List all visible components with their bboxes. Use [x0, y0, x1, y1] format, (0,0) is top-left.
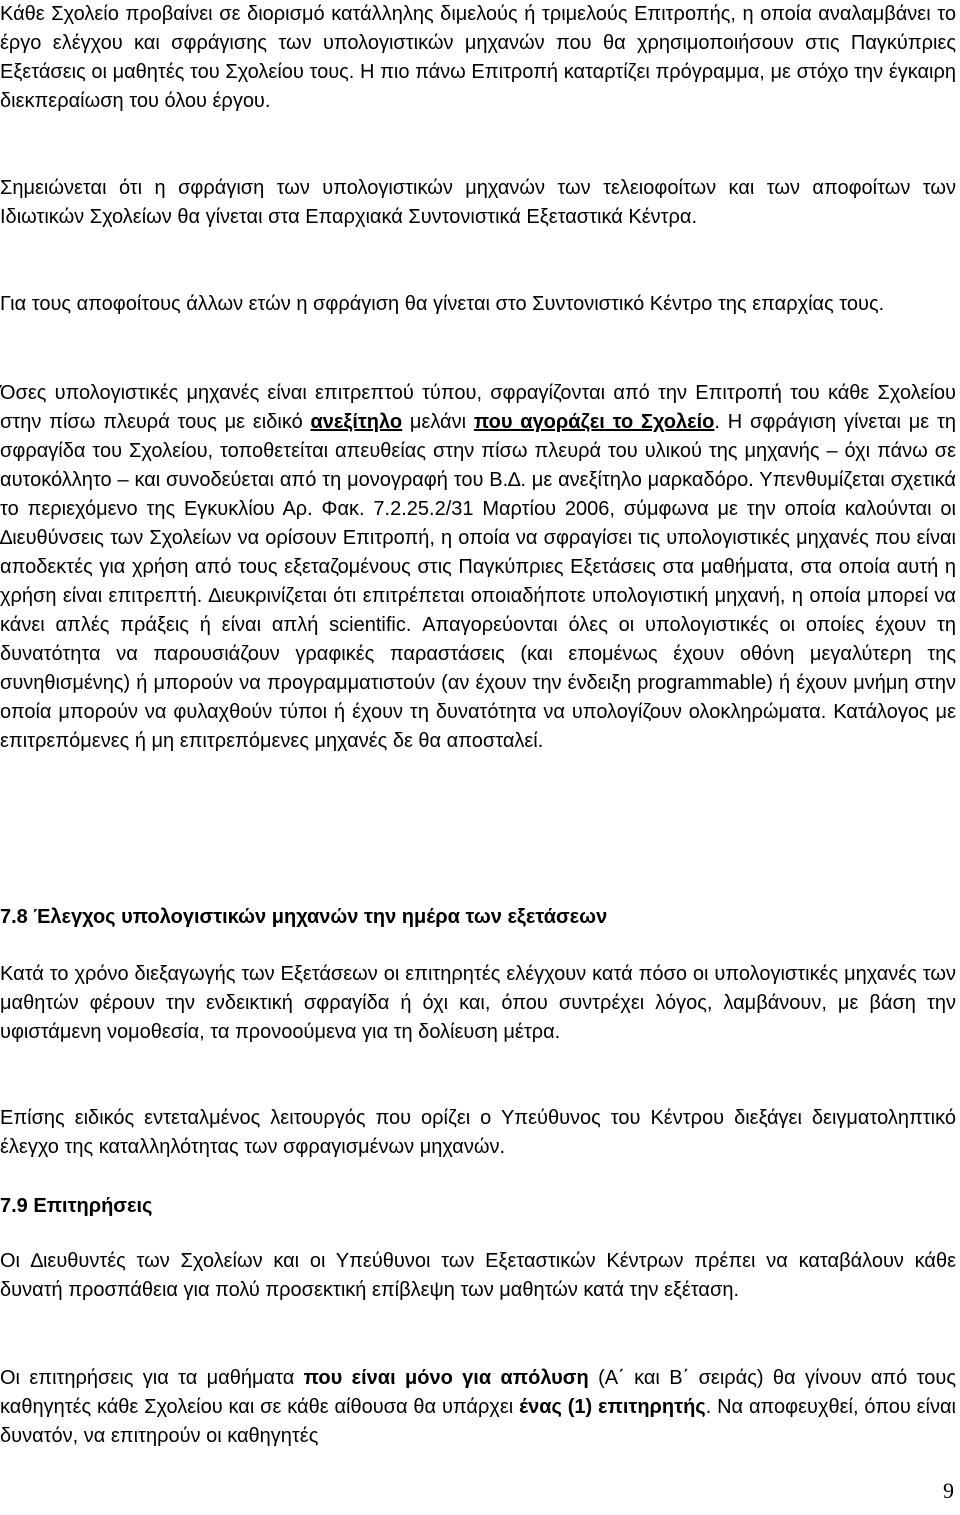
paragraph-invigilator-check: Κατά το χρόνο διεξαγωγής των Εξετάσεων οι επιτηρητές ελέγχουν κατά πόσο οι υπολογιστικές μηχανές των μαθητών φέρουν την ενδεικτική σφραγίδα ή όχι και, όπου συντρέχει λόγος, λαμβάνουν, με βάση την υφιστάμενη νομοθεσία, τα προνοούμενα για τη δολίευση μέτρα. [0, 963, 956, 1043]
text-run: . Να αποφευχθεί, όπου είναι δυνατόν, να επιτηρούν οι καθηγητές [0, 1396, 956, 1447]
text-run: Οι επιτηρήσεις για τα μαθήματα [0, 1367, 304, 1389]
paragraph-graduates: Για τους αποφοίτους άλλων ετών η σφράγιση θα γίνεται στο Συντονιστικό Κέντρο της επαρχίας τους. [0, 293, 885, 315]
paragraph-private-schools: Σημειώνεται ότι η σφράγιση των υπολογιστικών μηχανών των τελειοφοίτων και των αποφοίτων των Ιδιωτικών Σχολείων θα γίνεται στα Επαρχιακά Συντονιστικά Εξεταστικά Κέντρα. [0, 177, 956, 228]
emphasis-leaving-only: που είναι μόνο για απόλυση [303, 1367, 589, 1389]
emphasis-one-invigilator: ένας (1) επιτηρητής [519, 1396, 706, 1418]
section-heading-7-9: 7.9 Επιτηρήσεις [0, 1195, 153, 1217]
page-number: 9 [943, 1478, 954, 1503]
section-heading-7-8: 7.8 Έλεγχος υπολογιστικών μηχανών την ημέρα των εξετάσεων [0, 906, 608, 928]
paragraph-supervision: Οι ∆ιευθυντές των Σχολείων και οι Υπεύθυνοι των Εξεταστικών Κέντρων πρέπει να καταβάλουν κάθε δυνατή προσπάθεια για πολύ προσεκτική επίβλεψη των μαθητών κατά την εξέταση. [0, 1250, 956, 1301]
paragraph-sealing-rules [0, 379, 956, 756]
text-run: . Η σφράγιση γίνεται με τη σφραγίδα του Σχολείου, τοποθετείται απευθείας στην πίσω πλευρά του υλικού της μηχανής – όχι πάνω σε αυτοκόλλητο – και συνοδεύεται από τη μονογραφή του Β.∆. με ανεξίτηλο μαρκαδόρο. Υπενθυμίζεται σχετικά το περιεχόμενο της Εγκυκλίου Αρ. Φακ. 7.2.25.2/31 Μαρτίου 2006, σύμφωνα με την οποία καλούνται οι ∆ιευθύνσεις των Σχολείων να ορίσουν Επιτροπή, η οποία να σφραγίσει τις υπολογιστικές μηχανές που είναι αποδεκτές για χρήση από τους εξεταζομένους στις Παγκύπριες Εξετάσεις στα μαθήματα, στα οποία αυτή η χρήση είναι επιτρεπτή. ∆ιευκρινίζεται ότι επιτρέπεται οποιαδήποτε υπολογιστική μηχανή, η οποία μπορεί να κάνει απλές πράξεις ή είναι απλή scientific. Απαγορεύονται όλες οι υπολογιστικές οι οποίες έχουν τη δυνατότητα να παρουσιάζουν γραφικές παραστάσεις (και επομένως έχουν οθόνη μεγαλύτερη της συνηθισμένης) ή μπορούν να προγραμματιστούν (αν έχουν την ένδειξη programmable) ή έχουν μνήμη στην οποία μπορούν να φυλαχθούν τύποι ή έχουν τη δυνατότητα να υπολογίζουν ολοκληρώματα. Κατάλογος με επιτρεπόμενες ή μη επιτρεπόμενες μηχανές δε θα αποσταλεί. [0, 411, 956, 752]
emphasis-school-purchase: που αγοράζει το Σχολείο [473, 411, 715, 433]
emphasis-indelible: ανεξίτηλο [310, 411, 403, 433]
text-run: μελάνι [402, 411, 474, 433]
text-run: (Α΄ και Β΄ σειράς) θα γίνουν από τους καθηγητές κάθε Σχολείου και σε κάθε αίθουσα θα υπάρχει [0, 1367, 956, 1418]
paragraph-committee: Κάθε Σχολείο προβαίνει σε διορισμό κατάλληλης διμελούς ή τριμελούς Επιτροπής, η οποία αναλαμβάνει το έργο ελέγχου και σφράγισης των υπολογιστικών μηχανών που θα χρησιμοποιήσουν στις Παγκύπριες Εξετάσεις οι μαθητές του Σχολείου τους. Η πιο πάνω Επιτροπή καταρτίζει πρόγραμμα, με στόχο την έγκαιρη διεκπεραίωση του όλου έργου. [0, 3, 956, 112]
paragraph-sample-check: Επίσης ειδικός εντεταλμένος λειτουργός που ορίζει ο Υπεύθυνος του Κέντρου διεξάγει δειγματοληπτικό έλεγχο της καταλληλότητας των σφραγισμένων μηχανών. [0, 1107, 956, 1158]
paragraph-invigilators [0, 1364, 956, 1451]
text-run: Όσες υπολογιστικές μηχανές είναι επιτρεπτού τύπου, σφραγίζονται από την Επιτροπή του κάθε Σχολείου στην πίσω πλευρά τους με ειδικό [0, 382, 956, 433]
